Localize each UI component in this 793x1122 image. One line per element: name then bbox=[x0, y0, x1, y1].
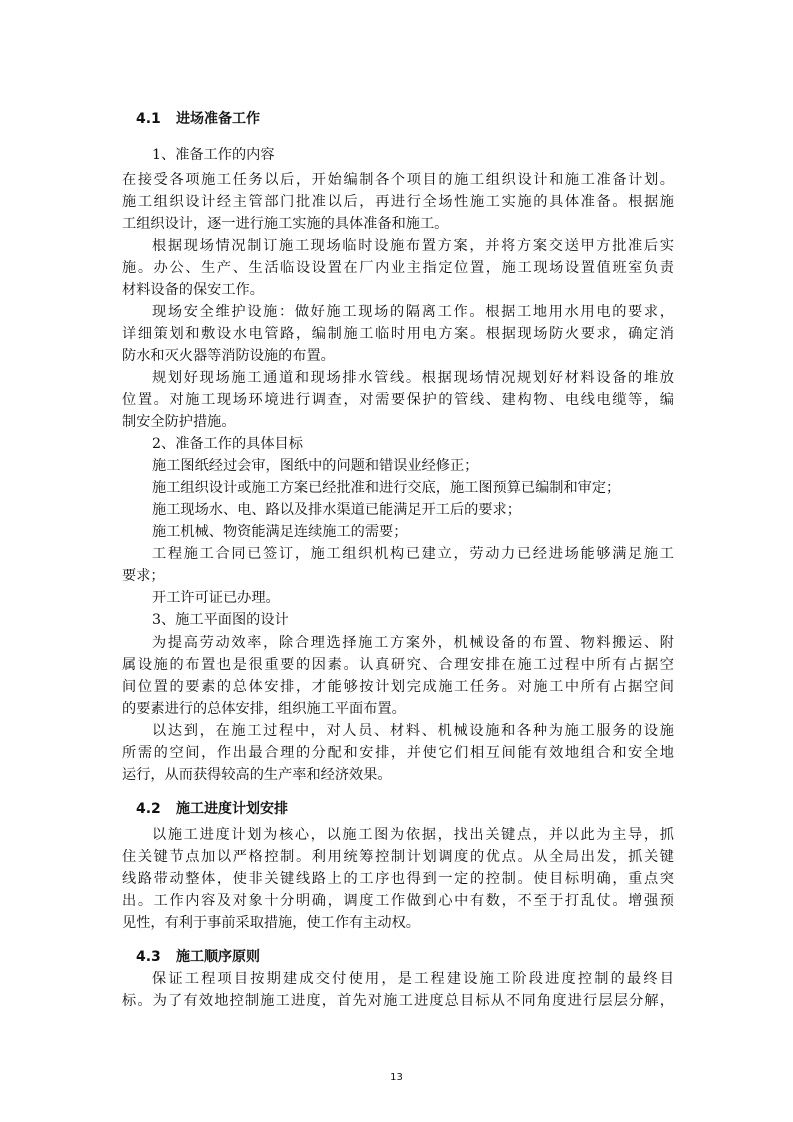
paragraph-line: 规划好现场施工通道和现场排水管线。根据现场情况规划好材料设备的堆放 bbox=[152, 370, 674, 386]
paragraph-line: 见性，有利于事前采取措施，使工作有主动权。 bbox=[122, 915, 420, 931]
list-line: 施工图纸经过会审，图纸中的问题和错误业经修正； bbox=[152, 458, 479, 474]
paragraph-line: 现场安全维护设施：做好施工现场的隔离工作。根据工地用水用电的要求， bbox=[152, 304, 674, 320]
paragraph-line: 间位置的要素的总体安排，才能够按计划完成施工任务。对施工中所有占据空间 bbox=[122, 679, 674, 695]
paragraph-line: 线路带动整体，使非关键线路上的工序也得到一定的控制。使目标明确，重点突 bbox=[122, 871, 674, 887]
section-title: 施工进度计划安排 bbox=[176, 801, 288, 817]
paragraph-line: 材料设备的保安工作。 bbox=[122, 282, 264, 298]
paragraph-line: 标。为了有效地控制施工进度，首先对施工进度总目标从不同角度进行层层分解， bbox=[122, 993, 674, 1009]
paragraph-line: 根据现场情况制订施工现场临时设施布置方案，并将方案交送甲方批准后实 bbox=[152, 238, 674, 254]
paragraph-line: 出。工作内容及对象十分明确，调度工作做到心中有数，不至于打乱仗。增强预 bbox=[122, 893, 674, 909]
section-number: 4.2 bbox=[136, 801, 161, 817]
section-title: 进场准备工作 bbox=[176, 111, 260, 127]
section-heading-4-2 bbox=[136, 800, 288, 818]
page-number: 13 bbox=[390, 1072, 403, 1083]
paragraph-line: 工组织设计，逐一进行施工实施的具体准备和施工。 bbox=[122, 216, 449, 232]
subheading-line: 2、准备工作的具体目标 bbox=[152, 436, 303, 452]
section-number: 4.3 bbox=[136, 949, 161, 965]
paragraph-line: 以达到，在施工过程中，对人员、材料、机械设施和各种为施工服务的设施 bbox=[152, 723, 674, 739]
paragraph-line: 位置。对施工现场环境进行调查，对需要保护的管线、建构物、电线电缆等，编 bbox=[122, 392, 674, 408]
subheading-line: 1、准备工作的内容 bbox=[152, 147, 275, 163]
paragraph-line: 以施工进度计划为核心，以施工图为依据，找出关键点，并以此为主导，抓 bbox=[152, 827, 674, 843]
paragraph-line: 施。办公、生产、生活临设设置在厂内业主指定位置，施工现场设置值班室负责 bbox=[122, 260, 674, 276]
paragraph-line: 运行，从而获得较高的生产率和经济效果。 bbox=[122, 767, 392, 783]
paragraph-line: 制安全防护措施。 bbox=[122, 414, 236, 430]
list-line: 施工组织设计或施工方案已经批准和进行交底，施工图预算已编制和审定； bbox=[152, 480, 621, 496]
paragraph-line: 属设施的布置也是很重要的因素。认真研究、合理安排在施工过程中所有占据空 bbox=[122, 657, 674, 673]
paragraph-line: 防水和灭火器等消防设施的布置。 bbox=[122, 348, 335, 364]
paragraph-line: 保证工程项目按期建成交付使用，是工程建设施工阶段进度控制的最终目 bbox=[152, 971, 674, 987]
list-line: 施工现场水、电、路以及排水渠道已能满足开工后的要求； bbox=[152, 502, 521, 518]
section-heading-4-3 bbox=[136, 948, 260, 966]
paragraph-line: 详细策划和敷设水电管路，编制施工临时用电方案。根据现场防火要求，确定消 bbox=[122, 326, 674, 342]
paragraph-line: 的要素进行的总体安排，组织施工平面布置。 bbox=[122, 701, 406, 717]
paragraph-line: 所需的空间，作出最合理的分配和安排，并使它们相互间能有效地组合和安全地 bbox=[122, 745, 674, 761]
list-line: 工程施工合同已签订，施工组织机构已建立，劳动力已经进场能够满足施工 bbox=[152, 546, 674, 562]
section-number: 4.1 bbox=[136, 111, 161, 127]
paragraph-line: 住关键节点加以严格控制。利用统筹控制计划调度的优点。从全局出发，抓关键 bbox=[122, 849, 674, 865]
list-line: 开工许可证已办理。 bbox=[152, 590, 280, 606]
subheading-line: 3、施工平面图的设计 bbox=[152, 612, 289, 628]
paragraph-line: 为提高劳动效率，除合理选择施工方案外，机械设备的布置、物料搬运、附 bbox=[152, 635, 674, 651]
section-title: 施工顺序原则 bbox=[176, 949, 260, 965]
section-heading-4-1 bbox=[136, 110, 260, 128]
list-line: 要求； bbox=[122, 568, 165, 584]
paragraph-line: 施工组织设计经主管部门批准以后，再进行全场性施工实施的具体准备。根据施 bbox=[122, 194, 674, 210]
list-line: 施工机械、物资能满足连续施工的需要； bbox=[152, 524, 408, 540]
paragraph-line: 在接受各项施工任务以后，开始编制各个项目的施工组织设计和施工准备计划。 bbox=[122, 172, 674, 188]
